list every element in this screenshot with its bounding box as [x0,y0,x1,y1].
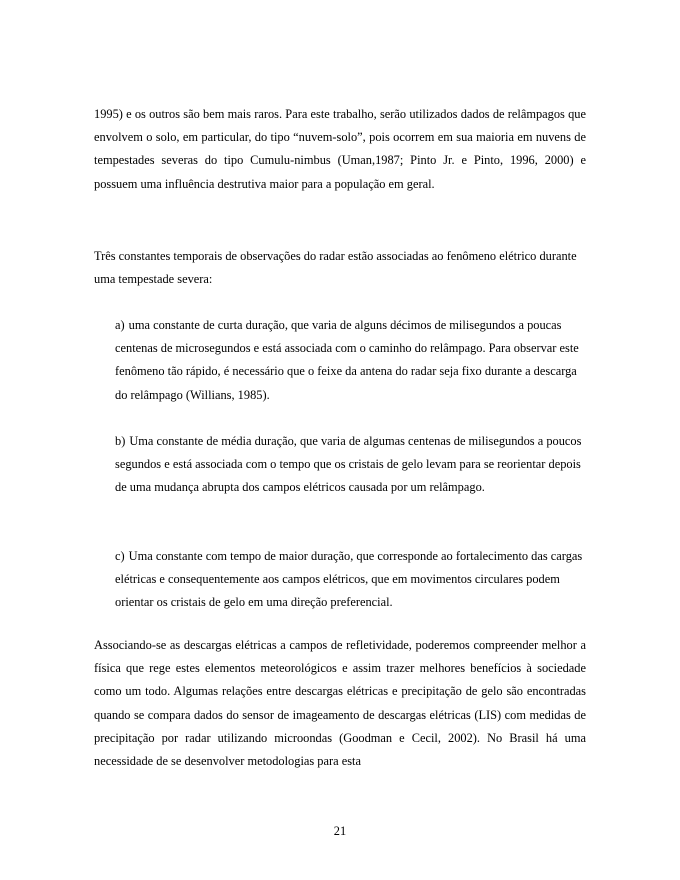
paragraph-radar-constants-intro: Três constantes temporais de observações do radar estão associadas ao fenômeno elétrico durante uma tempestade severa: [94,249,577,287]
page-number: 21 [333,824,347,838]
list-marker-b: b) [115,434,126,448]
paragraph-lightning-types: 1995) e os outros são bem mais raros. Para este trabalho, serão utilizados dados de relâmpagos que envolvem o solo, em particular, do tipo “nuvem-solo”, pois ocorrem em sua maioria em nuvens de tempestades severas do tipo Cumulu-nimbus (Uman,1987; Pinto Jr. e Pinto, 1996, 2000) e possuem uma influência destrutiva maior para a população em geral. [94,107,586,191]
list-item-medium-duration [115,430,589,500]
list-item-short-duration [115,314,589,407]
list-marker-a: a) [115,318,125,332]
paragraph-reflectivity: Associando-se as descargas elétricas a campos de refletividade, poderemos compreender melhor a física que rege estes elementos meteorológicos e assim trazer melhores benefícios à sociedade como um todo. Algumas relações entre descargas elétricas e precipitação de gelo são encontradas quando se compara dados do sensor de imageamento de descargas elétricas (LIS) com medidas de precipitação por radar utilizando microondas (Goodman e Cecil, 2002). No Brasil há uma necessidade de se desenvolver metodologias para esta [94,638,586,769]
list-item-text-c: Uma constante com tempo de maior duração, que corresponde ao fortalecimento das cargas elétricas e consequentemente aos campos elétricos, que em movimentos circulares podem orientar os cristais de gelo em uma direção preferencial. [115,549,583,610]
list-item-text-a: uma constante de curta duração, que varia de alguns décimos de milisegundos a poucas centenas de microsegundos e está associada com o caminho do relâmpago. Para observar este fenômeno tão rápido, é necessário que o feixe da antena do radar seja fixo durante a descarga do relâmpago (Willians, 1985). [115,318,579,402]
list-item-text-b: Uma constante de média duração, que varia de algumas centenas de milisegundos a poucos segundos e está associada com o tempo que os cristais de gelo levam para se reorientar depois de uma mudança abrupta dos campos elétricos causada por um relâmpago. [115,434,582,495]
list-item-long-duration [115,545,589,615]
list-marker-c: c) [115,549,125,563]
